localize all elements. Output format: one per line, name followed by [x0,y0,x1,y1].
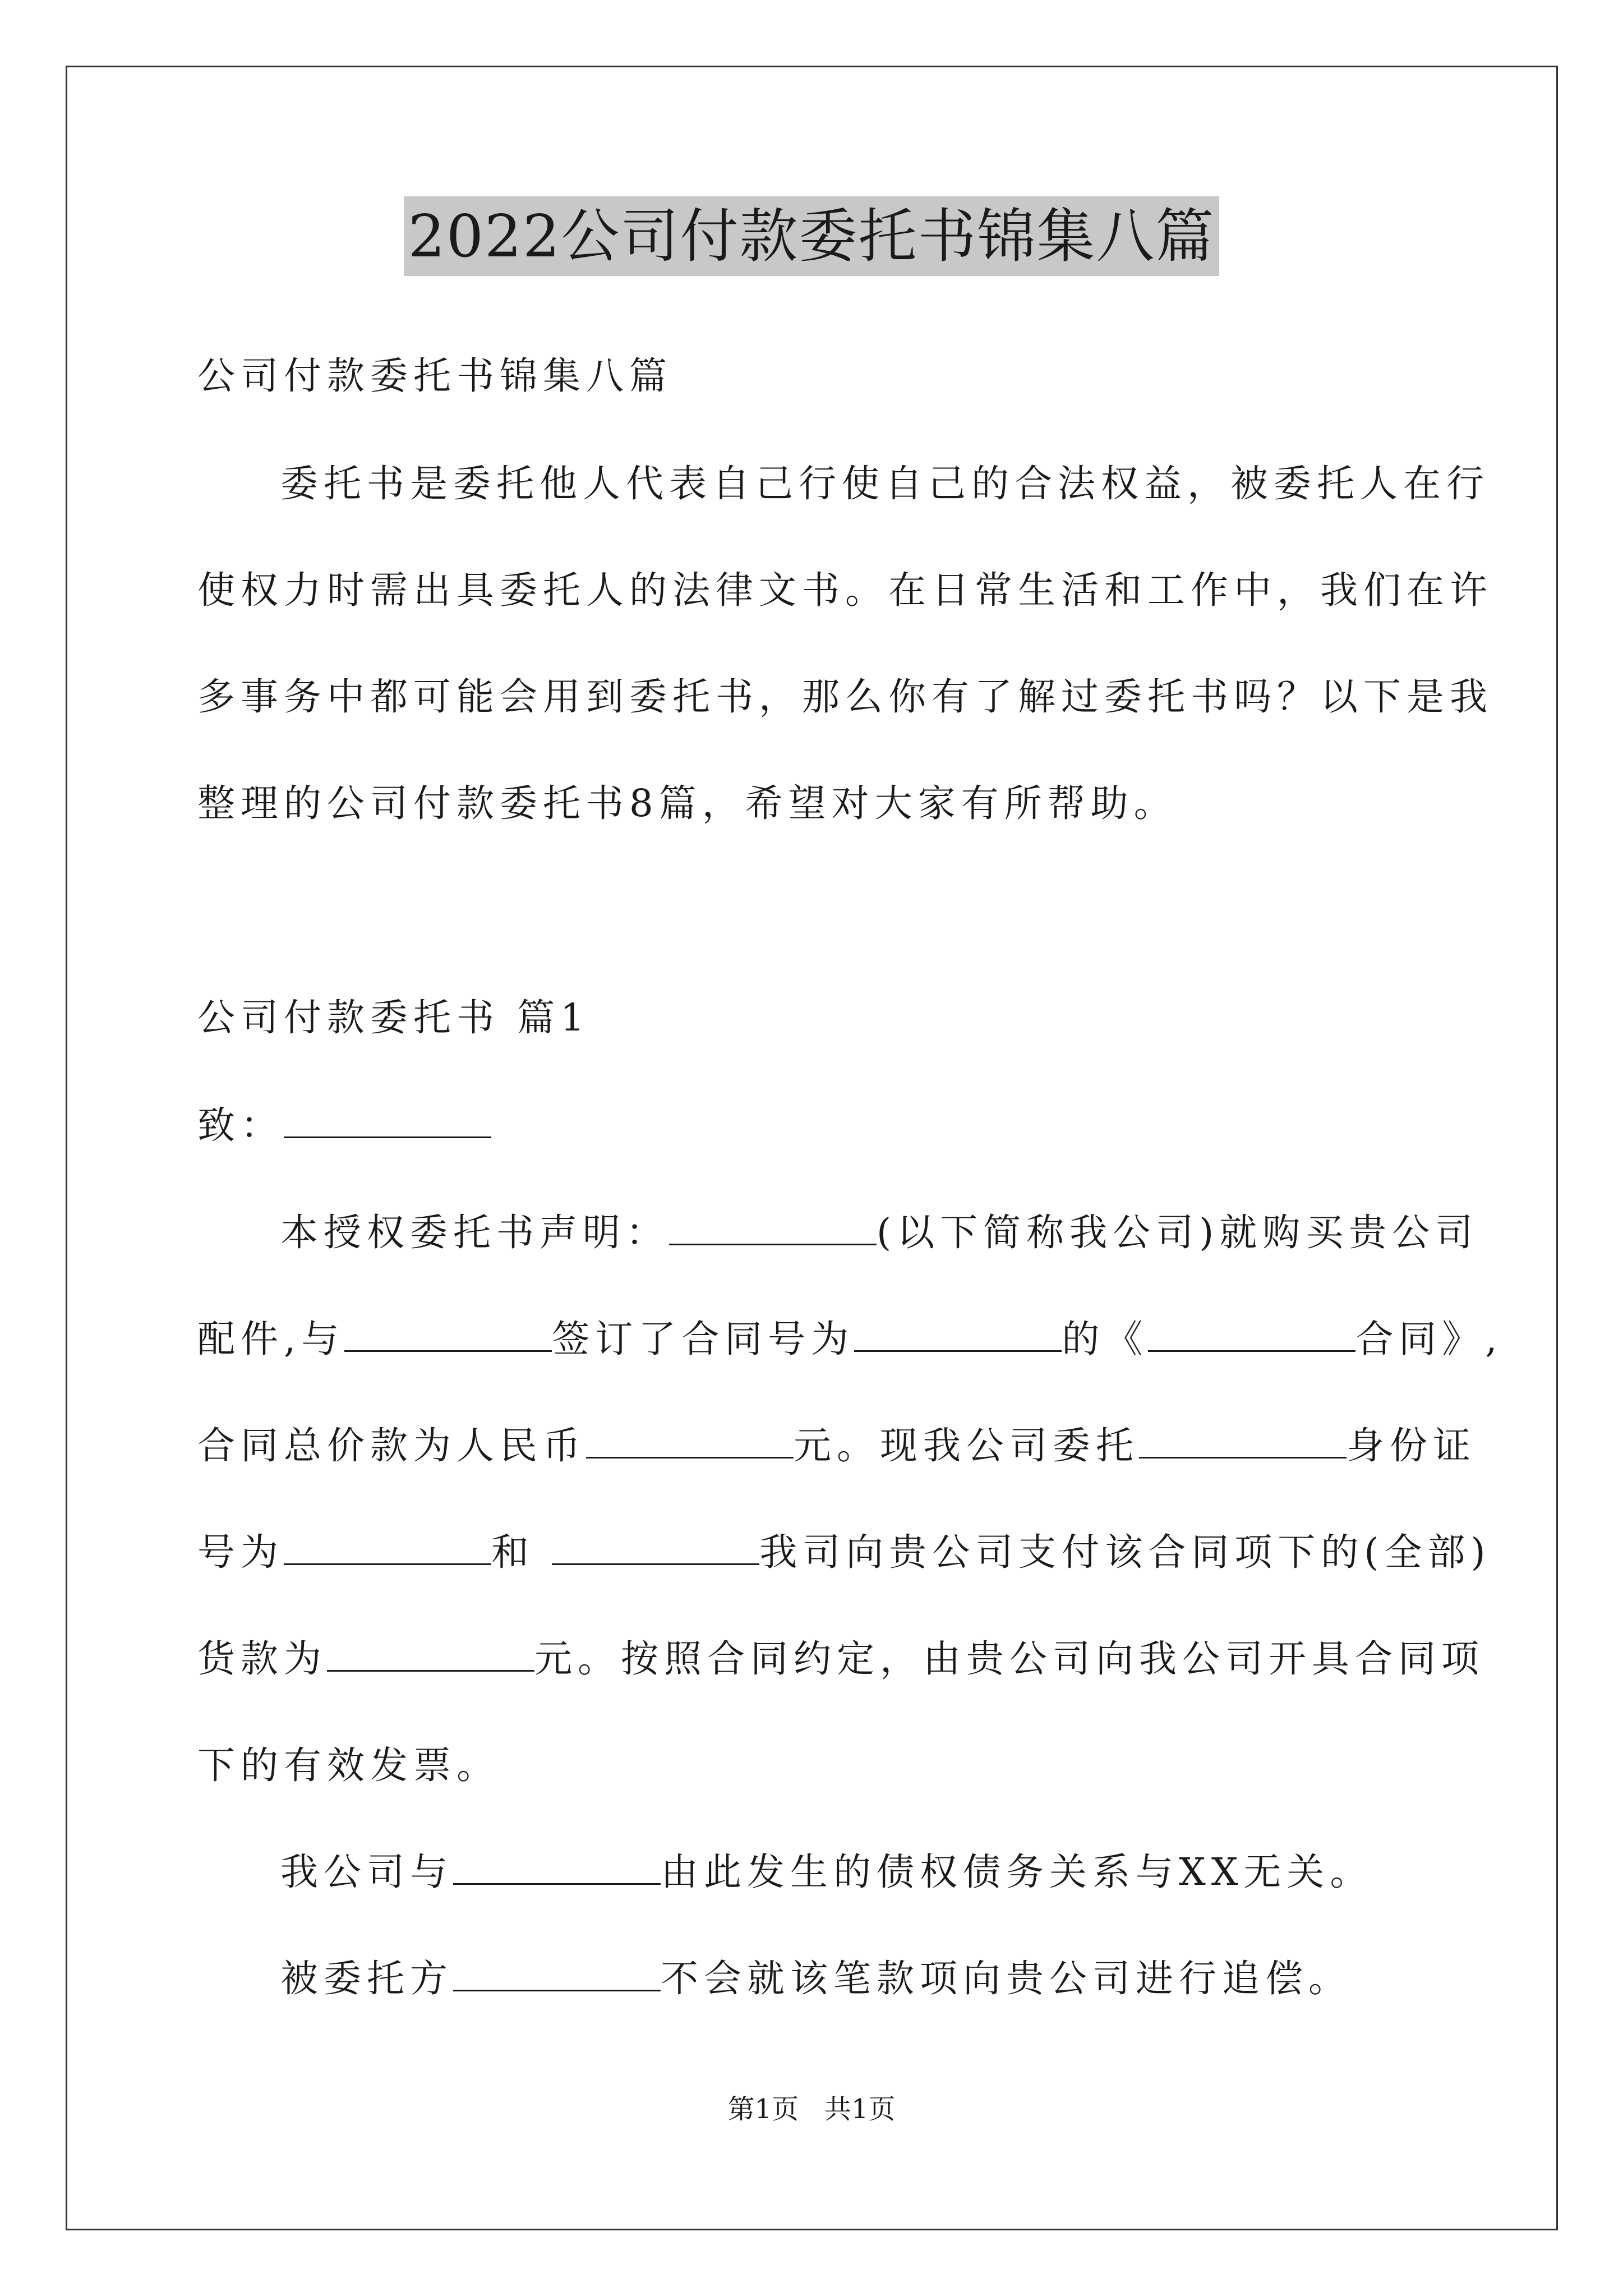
counterparty-blank[interactable] [344,1318,552,1352]
text: 我公司与 [280,1850,453,1894]
text: 的《 [1062,1317,1149,1361]
addressee-blank[interactable] [284,1104,491,1138]
intro-line-3: 多事务中都可能会用到委托书，那么你有了解过委托书吗？以下是我 [197,675,1493,719]
text: 号为 [197,1530,284,1574]
text: 被委托方 [280,1957,453,2000]
second-agent-blank[interactable] [552,1531,759,1565]
body-line-4 [197,1530,1491,1575]
body-line-3 [197,1423,1476,1468]
text: 和 [491,1530,552,1574]
body-line-1 [280,1210,1478,1255]
text: 配件,与 [197,1317,345,1361]
body-line-5 [197,1636,1484,1681]
text: (以下简称我公司)就购买贵公司 [877,1211,1479,1254]
text: 身份证 [1347,1424,1476,1467]
body-line-7 [280,1849,1373,1894]
body-line-2 [197,1317,1503,1361]
total-amount-blank[interactable] [586,1424,794,1458]
text: 本授权委托书声明： [280,1211,669,1254]
intro-line-2: 使权力时需出具委托人的法律文书。在日常生活和工作中，我们在许 [197,568,1493,612]
contract-name-blank[interactable] [1148,1318,1355,1352]
payment-amount-blank[interactable] [327,1637,534,1672]
company-name-blank[interactable] [669,1211,877,1245]
addressee-line [197,1103,491,1148]
body-line-6: 下的有效发票。 [197,1743,500,1787]
text: 签订了合同号为 [552,1317,855,1361]
text: 合同总价款为人民币 [197,1424,586,1467]
related-party-blank[interactable] [453,1851,661,1885]
document-subtitle: 公司付款委托书锦集八篇 [197,354,672,398]
intro-line-1: 委托书是委托他人代表自己行使自己的合法权益，被委托人在行 [280,462,1490,505]
id-number-blank[interactable] [284,1531,491,1565]
title-wrap [0,196,1623,276]
body-line-8 [280,1956,1352,2001]
section-heading: 公司付款委托书 篇1 [197,996,590,1039]
contract-number-blank[interactable] [854,1318,1062,1352]
addressee-label: 致： [197,1103,284,1147]
agent-party-blank[interactable] [453,1957,661,1991]
agent-name-blank[interactable] [1139,1424,1347,1458]
text: 元。按照合同约定，由贵公司向我公司开具合同项 [534,1637,1484,1681]
text: 由此发生的债权债务关系与XX无关。 [661,1850,1373,1894]
text: 我司向贵公司支付该合同项下的(全部) [759,1530,1491,1574]
text: 货款为 [197,1637,327,1681]
document-title: 2022公司付款委托书锦集八篇 [404,196,1220,276]
text: 不会就该笔款项向贵公司进行追偿。 [661,1957,1352,2000]
text: 元。现我公司委托 [794,1424,1139,1467]
intro-line-4: 整理的公司付款委托书8篇，希望对大家有所帮助。 [197,781,1177,825]
page-footer: 第1页 共1页 [727,2093,896,2125]
text: 合同》, [1355,1317,1503,1361]
